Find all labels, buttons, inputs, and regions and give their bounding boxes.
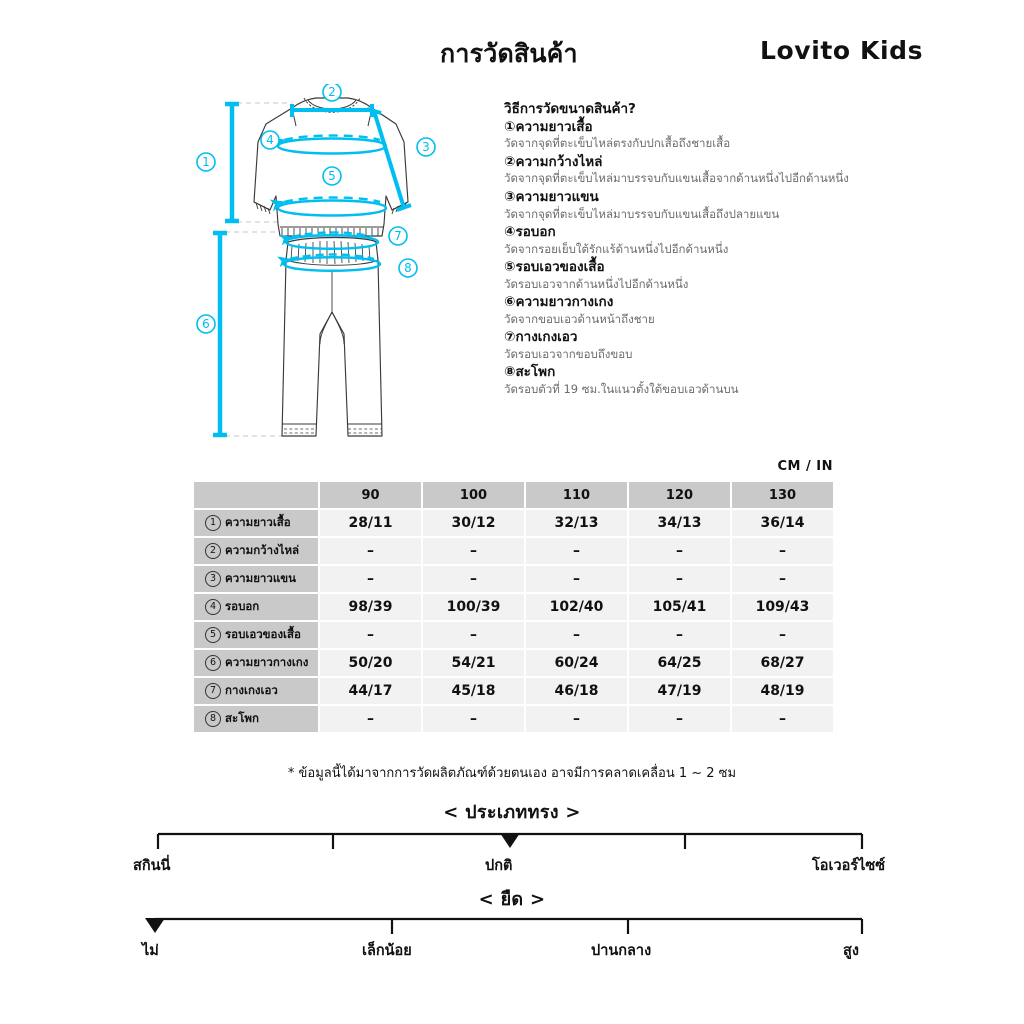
- cell-1-110: 32/13: [526, 510, 627, 536]
- row-label-text-6: ความยาวกางเกง: [225, 655, 309, 669]
- row-number-4: 4: [205, 599, 221, 615]
- row-label-text-4: รอบอก: [225, 599, 260, 613]
- row-label-3: [194, 566, 318, 592]
- row-number-3: 3: [205, 571, 221, 587]
- instruction-item-4: [504, 224, 934, 257]
- cell-2-130: –: [732, 538, 833, 564]
- cell-5-120: –: [629, 622, 730, 648]
- row-label-4: [194, 594, 318, 620]
- instruction-label-5: ⑤รอบเอวของเสื้อ: [504, 259, 605, 276]
- cell-4-120: 105/41: [629, 594, 730, 620]
- row-label-2: [194, 538, 318, 564]
- cell-3-100: –: [423, 566, 524, 592]
- instruction-desc-8: วัดรอบตัวที่ 19 ซม.ในแนวตั้งใต้ขอบเอวด้านบน: [504, 381, 739, 396]
- cell-1-100: 30/12: [423, 510, 524, 536]
- instruction-item-2: [504, 154, 934, 187]
- cell-3-110: –: [526, 566, 627, 592]
- cell-4-130: 109/43: [732, 594, 833, 620]
- instructions-heading: วิธีการวัดขนาดสินค้า?: [504, 101, 636, 117]
- row-label-text-3: ความยาวแขน: [225, 571, 296, 585]
- row-label-text-5: รอบเอวของเสื้อ: [225, 627, 301, 641]
- fit-scale-marker: [500, 833, 520, 848]
- cell-6-90: 50/20: [320, 650, 421, 676]
- table-body: [194, 510, 833, 732]
- row-label-5: [194, 622, 318, 648]
- cell-5-110: –: [526, 622, 627, 648]
- instruction-desc-3: วัดจากจุดที่ตะเข็บไหล่มาบรรจบกับแขนเสื้อถึงปลายแขน: [504, 206, 780, 221]
- cell-6-130: 68/27: [732, 650, 833, 676]
- fit-scale-title: < ประเภททรง >: [443, 802, 581, 823]
- brand-logo-text: Lovito Kids: [760, 36, 924, 65]
- cell-1-130: 36/14: [732, 510, 833, 536]
- page-header: [0, 34, 1024, 80]
- measurement-disclaimer: * ข้อมูลนี้ได้มาจากการวัดผลิตภัณฑ์ด้วยตนเอง อาจมีการคลาดเคลื่อน 1 ~ 2 ซม: [287, 766, 737, 781]
- cell-2-100: –: [423, 538, 524, 564]
- stretch-scale-marker: [145, 918, 165, 933]
- svg-text:7: 7: [394, 229, 402, 243]
- table-row: [194, 622, 833, 648]
- size-header-120: 120: [629, 482, 730, 508]
- fit-scale: [0, 830, 1024, 876]
- fit-label-skinny: สกินนี่: [133, 858, 171, 874]
- stretch-label-slight: เล็กน้อย: [362, 943, 412, 959]
- instruction-item-6: [504, 294, 934, 327]
- stretch-label-high: สูง: [843, 943, 859, 959]
- table-header-row: [194, 482, 833, 508]
- cell-4-110: 102/40: [526, 594, 627, 620]
- cell-1-90: 28/11: [320, 510, 421, 536]
- table-corner-cell: [194, 482, 318, 508]
- size-header-100: 100: [423, 482, 524, 508]
- instruction-desc-2: วัดจากจุดที่ตะเข็บไหล่มาบรรจบกับแขนเสื้อจากด้านหนึ่งไปอีกด้านหนึ่ง: [504, 171, 849, 186]
- cell-8-120: –: [629, 706, 730, 732]
- cell-6-100: 54/21: [423, 650, 524, 676]
- size-header-90: 90: [320, 482, 421, 508]
- row-number-5: 5: [205, 627, 221, 643]
- fit-scale-labels: [0, 854, 1024, 876]
- row-label-text-1: ความยาวเสื้อ: [225, 515, 291, 529]
- cell-1-120: 34/13: [629, 510, 730, 536]
- instruction-desc-5: วัดรอบเอวจากด้านหนึ่งไปอีกด้านหนึ่ง: [504, 276, 689, 291]
- stretch-label-moderate: ปานกลาง: [591, 943, 652, 959]
- instruction-label-7: ⑦กางเกงเอว: [504, 329, 578, 346]
- instruction-item-8: [504, 364, 934, 397]
- fit-label-regular: ปกติ: [485, 858, 513, 874]
- row-number-2: 2: [205, 543, 221, 559]
- cell-3-90: –: [320, 566, 421, 592]
- instruction-label-2: ②ความกว้างไหล่: [504, 153, 603, 170]
- row-label-7: [194, 678, 318, 704]
- row-number-6: 6: [205, 655, 221, 671]
- instruction-item-1: [504, 119, 934, 152]
- fit-scale-axis: [0, 830, 1024, 854]
- row-number-8: 8: [205, 711, 221, 727]
- cell-5-130: –: [732, 622, 833, 648]
- stretch-scale: [0, 915, 1024, 961]
- cell-3-120: –: [629, 566, 730, 592]
- row-number-1: 1: [205, 515, 221, 531]
- stretch-scale-axis: [0, 915, 1024, 939]
- row-label-8: [194, 706, 318, 732]
- table-row: [194, 650, 833, 676]
- row-label-6: [194, 650, 318, 676]
- cell-7-90: 44/17: [320, 678, 421, 704]
- cell-8-110: –: [526, 706, 627, 732]
- cell-3-130: –: [732, 566, 833, 592]
- size-header-130: 130: [732, 482, 833, 508]
- cell-7-120: 47/19: [629, 678, 730, 704]
- cell-2-90: –: [320, 538, 421, 564]
- size-chart-table: [192, 480, 835, 734]
- row-label-text-2: ความกว้างไหล่: [225, 543, 300, 557]
- cell-7-130: 48/19: [732, 678, 833, 704]
- instruction-desc-6: วัดจากขอบเอวด้านหน้าถึงชาย: [504, 311, 655, 326]
- units-label: CM / IN: [777, 459, 833, 474]
- instruction-desc-1: วัดจากจุดที่ตะเข็บไหล่ตรงกับปกเสื้อถึงชายเสื้อ: [504, 136, 731, 151]
- instruction-label-6: ⑥ความยาวกางเกง: [504, 294, 614, 311]
- fit-label-oversize: โอเวอร์ไซซ์: [812, 858, 886, 874]
- instruction-item-3: [504, 189, 934, 222]
- table-row: [194, 594, 833, 620]
- cell-8-100: –: [423, 706, 524, 732]
- instruction-label-8: ⑧สะโพก: [504, 364, 556, 381]
- stretch-scale-title: < ยืด >: [478, 889, 546, 910]
- pants-outline: [282, 238, 382, 437]
- table-row: [194, 678, 833, 704]
- garment-measurement-diagram: [196, 84, 466, 459]
- cell-6-120: 64/25: [629, 650, 730, 676]
- svg-text:3: 3: [422, 140, 430, 154]
- garment-diagram-svg: [196, 84, 466, 459]
- cell-8-90: –: [320, 706, 421, 732]
- cell-5-100: –: [423, 622, 524, 648]
- table-row: [194, 510, 833, 536]
- instruction-label-3: ③ความยาวแขน: [504, 189, 599, 205]
- table-row: [194, 538, 833, 564]
- instruction-item-7: [504, 329, 934, 362]
- cell-6-110: 60/24: [526, 650, 627, 676]
- cell-8-130: –: [732, 706, 833, 732]
- cell-2-110: –: [526, 538, 627, 564]
- row-number-7: 7: [205, 683, 221, 699]
- cell-7-110: 46/18: [526, 678, 627, 704]
- row-label-text-8: สะโพก: [225, 711, 259, 725]
- cell-2-120: –: [629, 538, 730, 564]
- instruction-desc-4: วัดจากรอยเย็บใต้รักแร้ด้านหนึ่งไปอีกด้านหนึ่ง: [504, 241, 729, 256]
- svg-text:1: 1: [202, 155, 210, 169]
- row-label-1: [194, 510, 318, 536]
- instruction-item-5: [504, 259, 934, 292]
- instruction-label-4: ④รอบอก: [504, 224, 556, 241]
- stretch-scale-labels: [0, 939, 1024, 961]
- page-title: การวัดสินค้า: [440, 39, 578, 68]
- stretch-label-none: ไม่: [142, 943, 159, 959]
- table-row: [194, 706, 833, 732]
- measurement-instructions: [504, 101, 934, 399]
- cell-5-90: –: [320, 622, 421, 648]
- svg-text:4: 4: [266, 133, 274, 147]
- svg-text:2: 2: [328, 85, 336, 99]
- table-row: [194, 566, 833, 592]
- svg-text:5: 5: [328, 169, 336, 183]
- svg-text:8: 8: [404, 261, 412, 275]
- size-header-110: 110: [526, 482, 627, 508]
- cell-4-100: 100/39: [423, 594, 524, 620]
- svg-text:6: 6: [202, 317, 210, 331]
- cell-7-100: 45/18: [423, 678, 524, 704]
- instruction-label-1: ①ความยาวเสื้อ: [504, 118, 593, 135]
- instruction-desc-7: วัดรอบเอวจากขอบถึงขอบ: [504, 346, 633, 361]
- cell-4-90: 98/39: [320, 594, 421, 620]
- row-label-text-7: กางเกงเอว: [225, 683, 278, 697]
